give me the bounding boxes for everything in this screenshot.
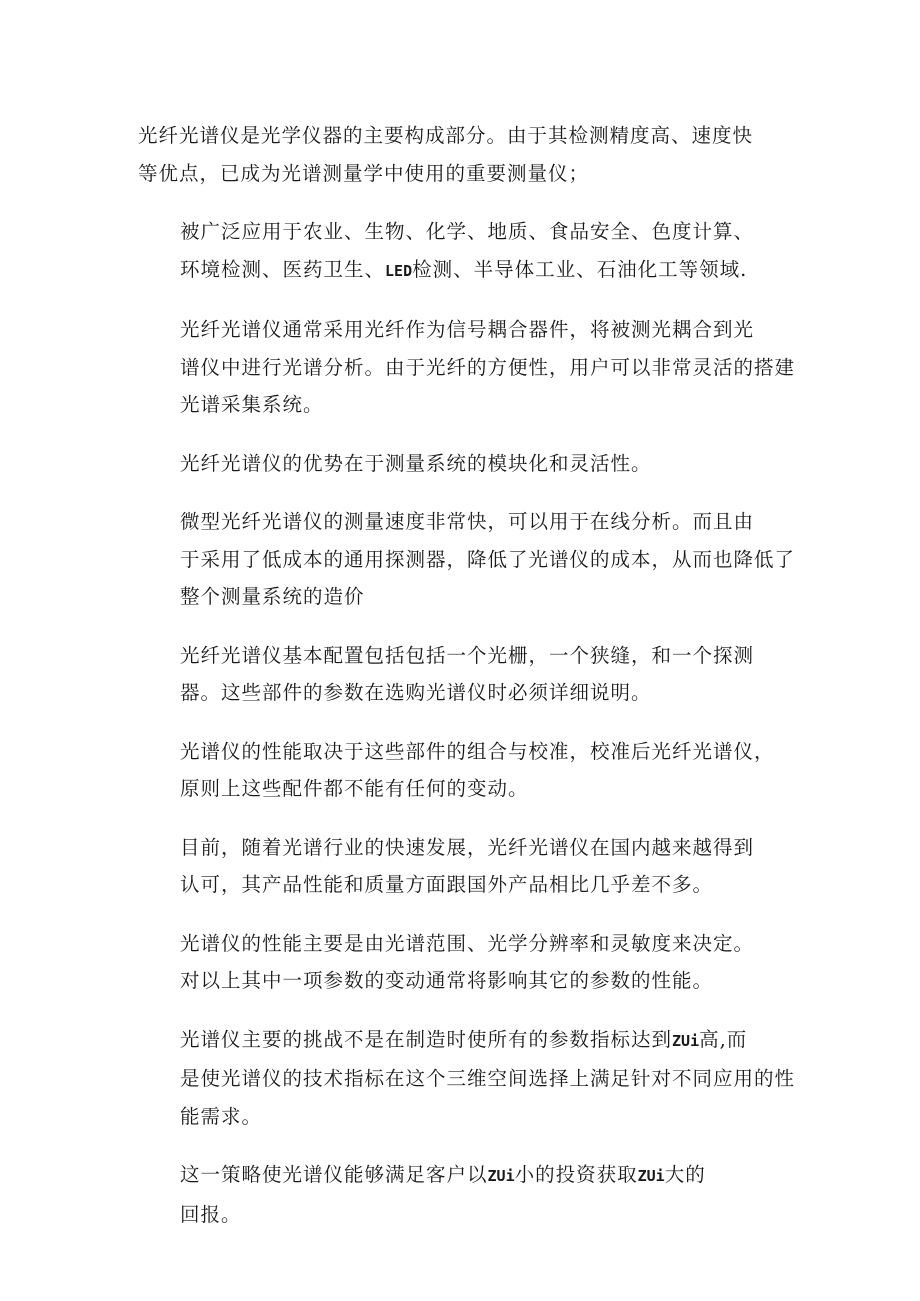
paragraph-line: 微型光纤光谱仪的测量速度非常快，可以用于在线分析。而且由 bbox=[180, 510, 755, 533]
latin-term: ZUi bbox=[637, 1167, 665, 1185]
paragraph-line: 回报。 bbox=[180, 1202, 242, 1226]
paragraph-line: 于采用了低成本的通用探测器，降低了光谱仪的成本，从而也降低了 bbox=[180, 547, 796, 571]
paragraph-line: 能需求。 bbox=[180, 1104, 263, 1128]
paragraph-1 bbox=[138, 117, 798, 192]
paragraph-line: 光纤光谱仪的优势在于测量系统的模块化和灵活性。 bbox=[180, 451, 652, 475]
paragraph-line: 是使光谱仪的技术指标在这个三维空间选择上满足针对不同应用的性 bbox=[180, 1067, 796, 1090]
paragraph-line: 对以上其中一项参数的变动通常将影响其它的参数的性能。 bbox=[180, 969, 714, 992]
paragraph-line: 原则上这些配件都不能有任何的变动。 bbox=[180, 777, 529, 800]
paragraph-8 bbox=[138, 829, 798, 904]
paragraph-line: 光谱仪主要的挑战不是在制造时使所有的参数指标达到ZUi高,而 bbox=[180, 1027, 748, 1051]
paragraph-line: 认可，其产品性能和质量方面跟国外产品相比几乎差不多。 bbox=[180, 873, 714, 896]
paragraph-10 bbox=[138, 1021, 798, 1136]
paragraph-line: 光谱采集系统。 bbox=[180, 393, 324, 416]
paragraph-11 bbox=[138, 1156, 798, 1233]
paragraph-6 bbox=[138, 637, 798, 712]
paragraph-line: 环境检测、医药卫生、LED检测、半导体工业、石油化工等领域. bbox=[180, 257, 748, 281]
paragraph-line: 这一策略使光谱仪能够满足客户以ZUi小的投资获取ZUi大的 bbox=[180, 1163, 706, 1186]
paragraph-line: 器。这些部件的参数在选购光谱仪时必须详细说明。 bbox=[180, 681, 652, 704]
paragraph-line: 光纤光谱仪是光学仪器的主要构成部分。由于其检测精度高、速度快 bbox=[138, 124, 754, 147]
latin-term: LED bbox=[385, 261, 413, 280]
paragraph-line: 光谱仪的性能取决于这些部件的组合与校准，校准后光纤光谱仪， bbox=[180, 739, 775, 763]
paragraph-9 bbox=[138, 925, 798, 1000]
paragraph-line: 光谱仪的性能主要是由光谱范围、光学分辨率和灵敏度来决定。 bbox=[180, 931, 755, 955]
paragraph-line: 谱仪中进行光谱分析。由于光纤的方便性，用户可以非常灵活的搭建 bbox=[180, 355, 796, 379]
paragraph-line: 光纤光谱仪通常采用光纤作为信号耦合器件，将被测光耦合到光 bbox=[180, 318, 755, 341]
paragraph-7 bbox=[138, 733, 798, 808]
paragraph-line: 光纤光谱仪基本配置包括包括一个光栅，一个狭缝，和一个探测 bbox=[180, 643, 755, 667]
paragraph-2 bbox=[138, 213, 798, 290]
paragraph-5 bbox=[138, 503, 798, 616]
paragraph-3 bbox=[138, 311, 798, 424]
latin-term: ZUi bbox=[672, 1031, 700, 1050]
paragraph-line: 被广泛应用于农业、生物、化学、地质、食品安全、色度计算、 bbox=[180, 220, 755, 243]
paragraph-line: 整个测量系统的造价 bbox=[180, 585, 365, 608]
paragraph-4 bbox=[138, 445, 798, 483]
paragraph-line: 等优点，已成为光谱测量学中使用的重要测量仪； bbox=[138, 161, 590, 185]
paragraph-line: 目前，随着光谱行业的快速发展，光纤光谱仪在国内越来越得到 bbox=[180, 835, 755, 859]
document-body bbox=[138, 117, 798, 1254]
latin-term: ZUi bbox=[487, 1167, 515, 1185]
